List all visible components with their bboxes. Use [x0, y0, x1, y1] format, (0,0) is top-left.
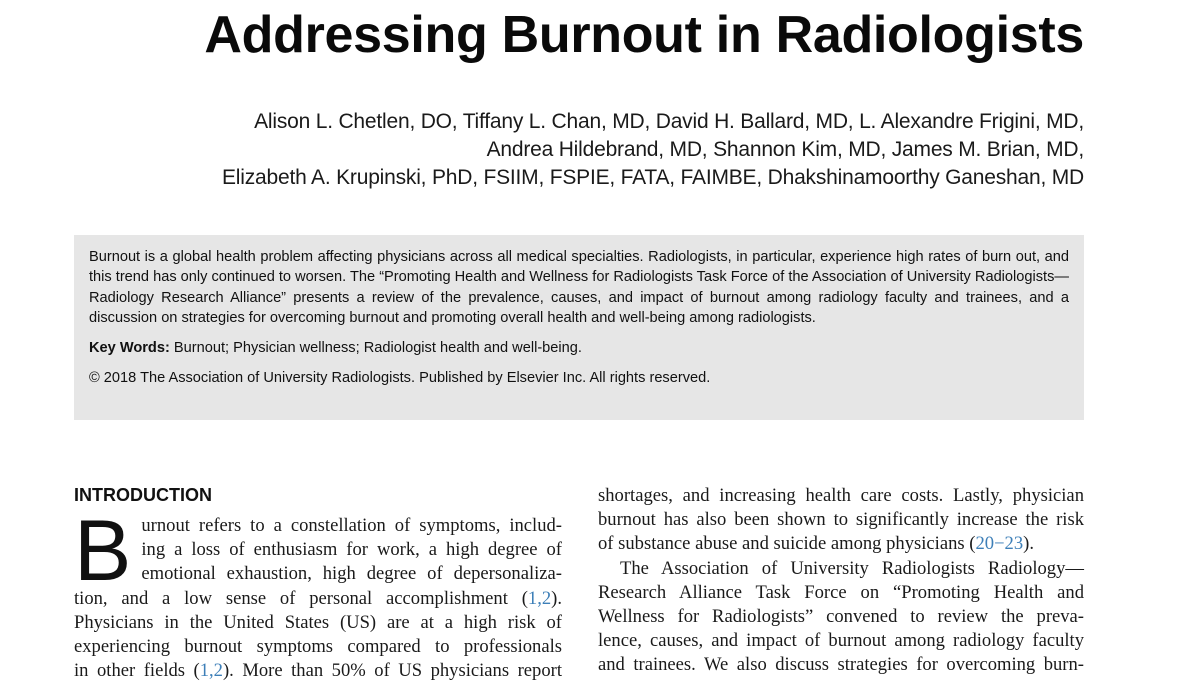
- left-column: [74, 482, 562, 683]
- right-column: [598, 482, 1084, 678]
- abstract-text: Burnout is a global health problem affecting physicians across all medical specialties. Radiologists, in particular, experience high rates of burn out, and this trend has only continued to worsen. The “Promoting Health and Wellness for Radiologists Task Force of the Association of University Radiologists—Radiology Research Alliance” presents a review of the prevalence, causes, and impact of burnout among radiology faculty and trainees, and a discussion on strategies for overcoming burnout and promoting overall health and well-being among radiologists.: [89, 249, 1069, 326]
- drop-cap: B: [74, 503, 132, 599]
- text-line: The Association of University Radiologists Radiology—: [620, 557, 1084, 579]
- text-line: and trainees. We also discuss strategies for overcoming burn-: [598, 654, 1084, 676]
- text-line: of substance abuse and suicide among physicians (20−23).: [598, 533, 1034, 555]
- text-line: experiencing burnout symptoms compared to professionals: [74, 636, 562, 658]
- citation-link[interactable]: 1,2: [527, 587, 552, 609]
- text-line: tion, and a low sense of personal accomplishment (1,2).: [74, 587, 562, 609]
- text-line: ing a loss of enthusiasm for work, a high degree of: [141, 539, 562, 561]
- body-paragraph: [598, 484, 1084, 557]
- keywords-label: Key Words:: [89, 340, 170, 357]
- text-line: in other fields (1,2). More than 50% of US physicians report: [74, 660, 562, 682]
- text-line: Physicians in the United States (US) are at a high risk of: [74, 611, 562, 633]
- author-line: Alison L. Chetlen, DO, Tiffany L. Chan, MD, David H. Ballard, MD, L. Alexandre Frigini, MD,: [254, 110, 1084, 133]
- copyright-notice: © 2018 The Association of University Radiologists. Published by Elsevier Inc. All rights reserved.: [89, 370, 711, 387]
- article-title: Addressing Burnout in Radiologists: [204, 6, 1084, 64]
- citation-link[interactable]: 20−23: [975, 533, 1024, 555]
- abstract-box: [74, 235, 1084, 420]
- keywords-list: Burnout; Physician wellness; Radiologist health and well-being.: [173, 340, 582, 357]
- text-line: shortages, and increasing health care costs. Lastly, physician: [598, 485, 1084, 506]
- text-line: Wellness for Radiologists” convened to review the preva-: [598, 606, 1084, 628]
- text-line: burnout has also been shown to significantly increase the risk: [598, 509, 1084, 531]
- text-line: Research Alliance Task Force on “Promoting Health and: [598, 581, 1084, 603]
- introduction-paragraph: [74, 503, 562, 683]
- text-line: urnout refers to a constellation of symptoms, includ-: [141, 515, 562, 536]
- author-line: Elizabeth A. Krupinski, PhD, FSIIM, FSPIE, FATA, FAIMBE, Dhakshinamoorthy Ganeshan, MD: [221, 166, 1084, 189]
- citation-link[interactable]: 1,2: [199, 660, 223, 682]
- section-heading-introduction: INTRODUCTION: [74, 485, 212, 505]
- author-list: [84, 108, 1084, 192]
- text-line: emotional exhaustion, high degree of depersonaliza-: [141, 563, 562, 585]
- body-paragraph: [598, 557, 1084, 678]
- author-line: Andrea Hildebrand, MD, Shannon Kim, MD, James M. Brian, MD,: [486, 138, 1084, 161]
- text-line: lence, causes, and impact of burnout among radiology faculty: [598, 630, 1084, 652]
- keywords: [89, 338, 1069, 358]
